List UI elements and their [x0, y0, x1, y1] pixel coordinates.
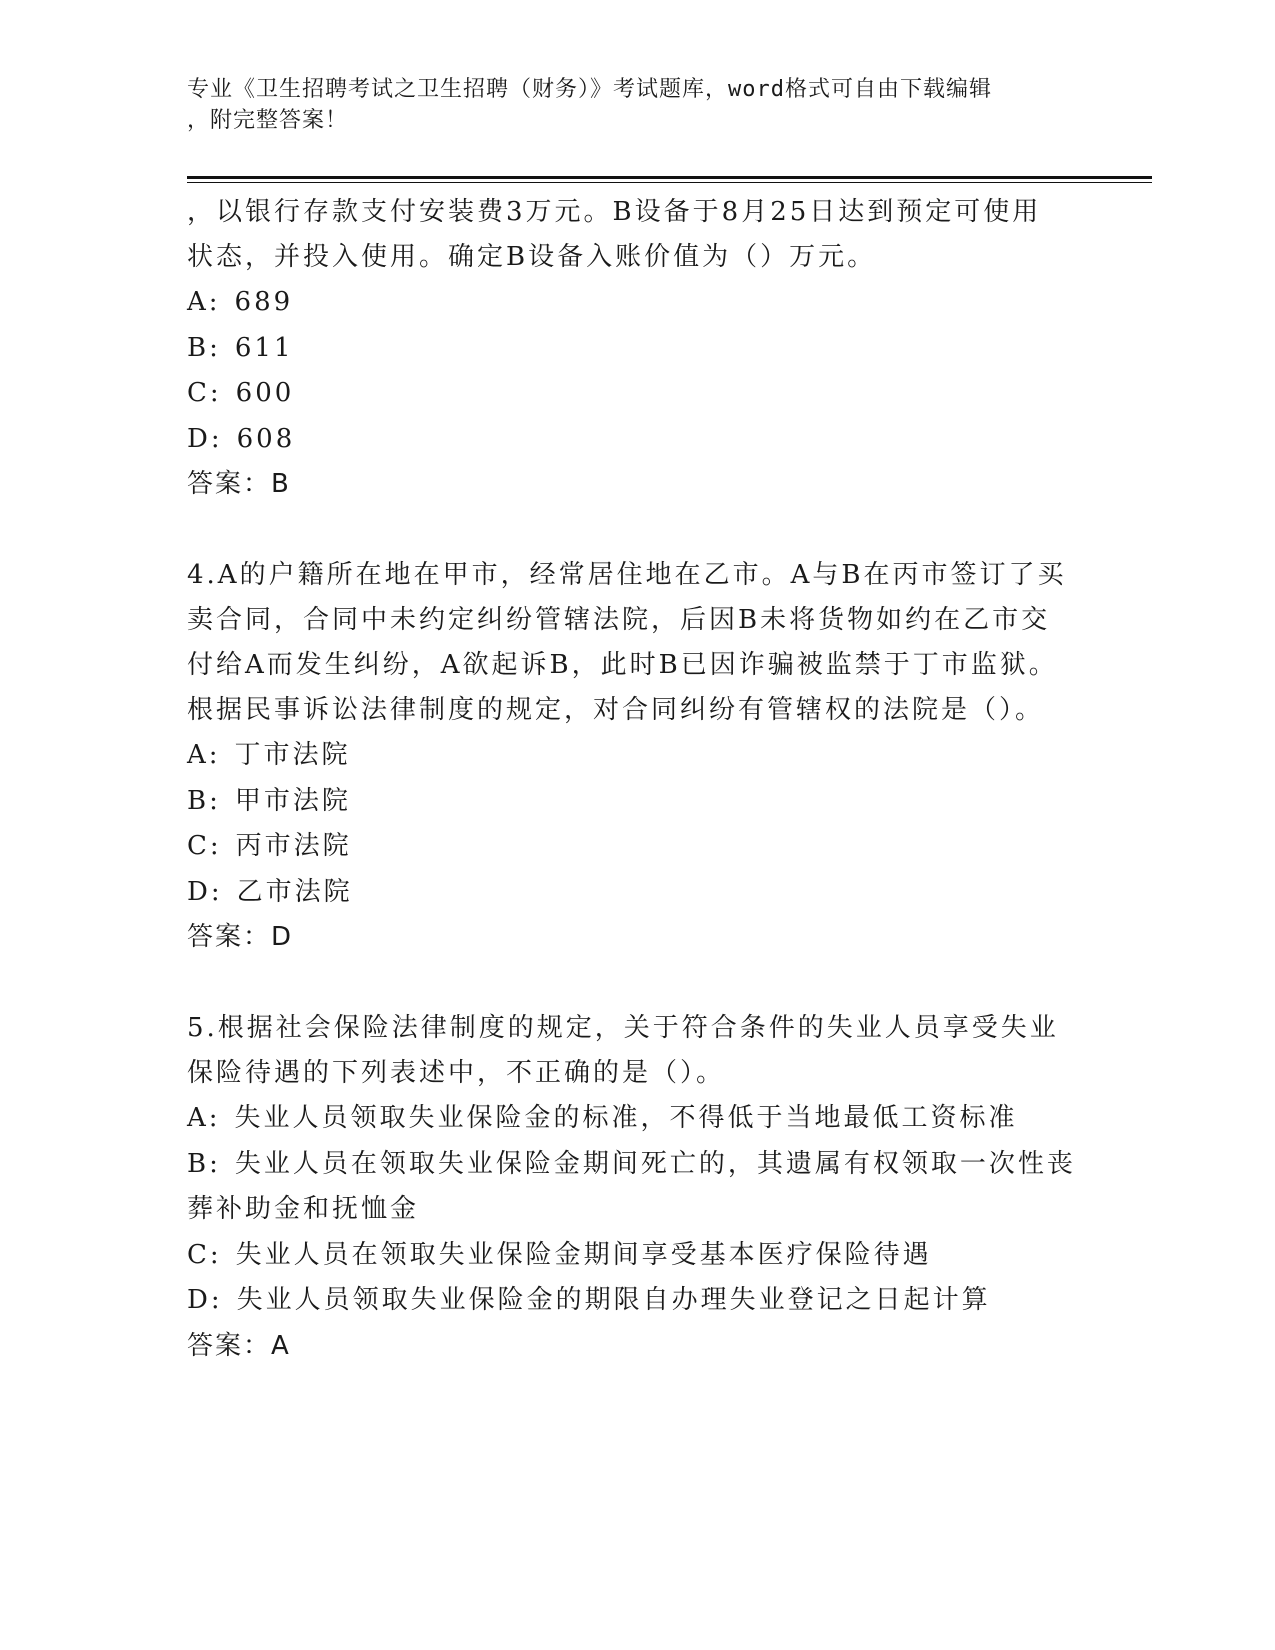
document-header — [187, 74, 1067, 136]
option-key: D: — [187, 423, 223, 454]
question-5 — [187, 1006, 1087, 1369]
option-d — [187, 870, 1087, 916]
option-text: 失业人员领取失业保险金的期限自办理失业登记之日起计算 — [236, 1285, 991, 1315]
option-b-continued: 葬补助金和抚恤金 — [187, 1194, 420, 1224]
option-key: C: — [187, 831, 222, 861]
option-b — [187, 326, 1087, 372]
question-text-line: 根据民事诉讼法律制度的规定，对合同纠纷有管辖权的法院是（）。 — [187, 695, 1045, 725]
option-text: 失业人员在领取失业保险金期间享受基本医疗保险待遇 — [235, 1239, 932, 1270]
question-4 — [187, 553, 1087, 960]
option-b — [187, 1142, 1087, 1188]
option-a — [187, 733, 1087, 779]
option-a — [187, 280, 1087, 326]
option-key: B: — [187, 1148, 221, 1179]
option-c — [187, 824, 1087, 870]
header-line-2: ，附完整答案！ — [187, 108, 349, 133]
header-rule-thin — [187, 182, 1152, 183]
option-text: 600 — [235, 378, 295, 408]
answer-line: 答案：A — [187, 1330, 291, 1361]
option-text: 失业人员在领取失业保险金期间死亡的，其遗属有权领取一次性丧 — [234, 1148, 1076, 1179]
question-text-line: 5.根据社会保险法律制度的规定，关于符合条件的失业人员享受失业 — [187, 1013, 1059, 1043]
option-text: 乙市法院 — [236, 876, 353, 907]
option-b — [187, 779, 1087, 825]
header-line-1: 专业《卫生招聘考试之卫生招聘（财务）》考试题库，word格式可自由下载编辑 — [187, 77, 992, 102]
option-text: 608 — [236, 423, 296, 454]
question-text-line: 付给A而发生纠纷，A欲起诉B，此时B已因诈骗被监禁于丁市监狱。 — [187, 650, 1058, 680]
option-key: A: — [187, 740, 221, 770]
option-text: 丁市法院 — [234, 740, 351, 770]
answer-line: 答案：D — [187, 922, 294, 952]
option-key: A: — [187, 1103, 221, 1133]
option-text: 689 — [234, 287, 294, 317]
option-text: 甲市法院 — [234, 785, 351, 816]
question-text-line: ，以银行存款支付安装费3万元。B设备于8月25日达到预定可使用 — [187, 197, 1042, 227]
option-key: C: — [187, 1239, 222, 1270]
option-d — [187, 417, 1087, 463]
answer-line: 答案：B — [187, 469, 291, 499]
option-c — [187, 371, 1087, 417]
option-key: D: — [187, 1285, 223, 1315]
option-key: D: — [187, 876, 223, 907]
option-text: 丙市法院 — [235, 831, 352, 861]
header-rule-thick — [187, 176, 1152, 179]
question-list — [187, 190, 1087, 1369]
question-text-line: 状态，并投入使用。确定B设备入账价值为（）万元。 — [187, 242, 877, 272]
option-text: 失业人员领取失业保险金的标准，不得低于当地最低工资标准 — [234, 1103, 1018, 1133]
option-key: C: — [187, 378, 222, 408]
option-c — [187, 1233, 1087, 1279]
question-text-line: 保险待遇的下列表述中，不正确的是（）。 — [187, 1058, 726, 1088]
option-text: 611 — [234, 332, 294, 363]
question-text-line: 卖合同，合同中未约定纠纷管辖法院，后因B未将货物如约在乙市交 — [187, 605, 1051, 635]
question-text-line: 4.A的户籍所在地在甲市，经常居住地在乙市。A与B在丙市签订了买 — [187, 560, 1067, 590]
question-3 — [187, 190, 1087, 507]
option-d — [187, 1278, 1087, 1324]
option-a — [187, 1096, 1087, 1142]
option-key: B: — [187, 332, 221, 363]
option-key: B: — [187, 785, 221, 816]
option-key: A: — [187, 287, 221, 317]
